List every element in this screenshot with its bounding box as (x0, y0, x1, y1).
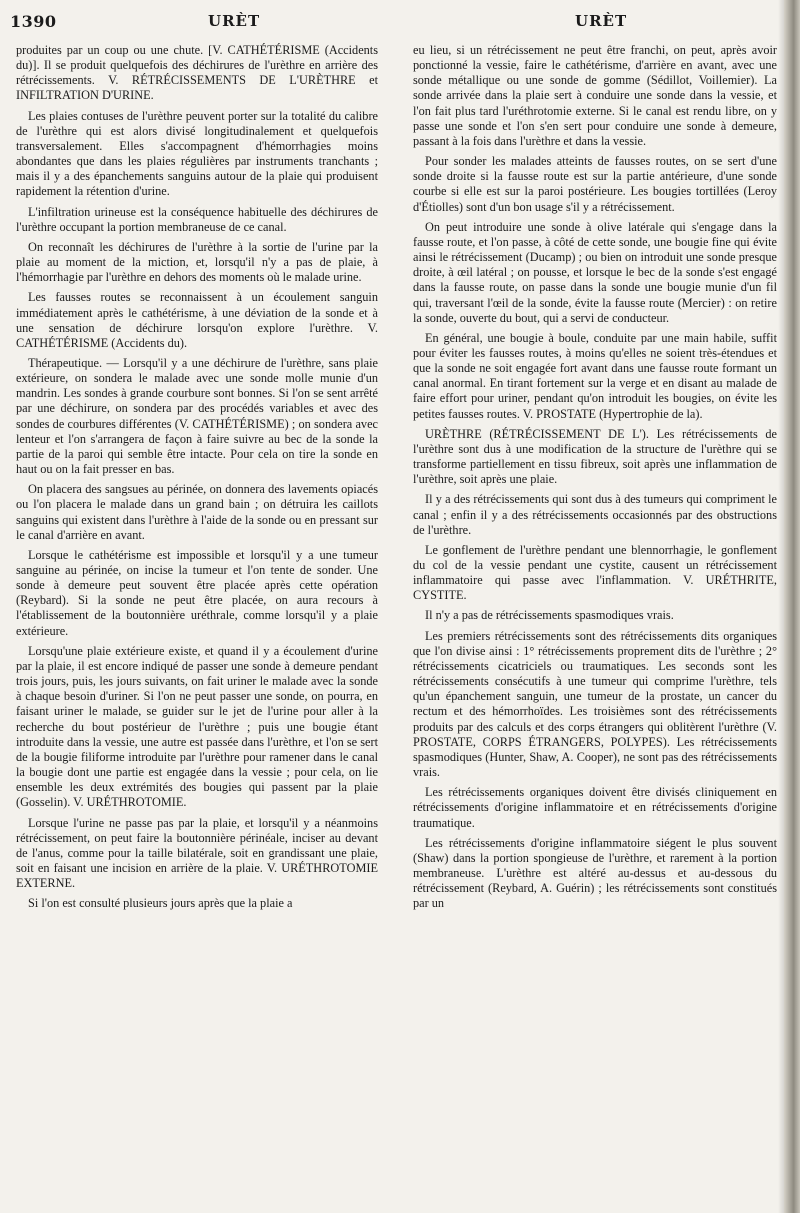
paragraph: Il n'y a pas de rétrécissements spasmodiques vrais. (425, 608, 674, 623)
paragraph: On reconnaît les déchirures de l'urèthre à la sortie de l'urine par la plaie au moment de la miction, et, lorsqu'il n'y a pas de plaie, à l'hémorrhagie par l'urèthre en dehors des moments où le malade urine. (16, 239, 378, 285)
left-column (16, 43, 378, 916)
paragraph: Lorsque le cathétérisme est impossible et lorsqu'il y a une tumeur sanguine au périnée, on incise la tumeur et l'on tente de sonder. Une sonde à demeure peut souvent être placée après cette opération (Reybard). Si la sonde ne peut être placée, on aura recours à l'établissement de la boutonnière uréthrale, comme lorsqu'il y a plaie extérieure. (16, 547, 378, 638)
paragraph: Les rétrécissements organiques doivent être divisés cliniquement en rétrécissements d'origine inflammatoire et en rétrécissements d'origine traumatique. (413, 785, 777, 830)
running-head-left: URÈT (208, 12, 261, 30)
paragraph: Les plaies contuses de l'urèthre peuvent porter sur la totalité du calibre de l'urèthre qui est alors divisé longitudinalement et quelquefois transversalement. Elles s'accompagnent d'hémorrhagies moins abondantes que dans les plaies régulières par instruments tranchants ; mais il y a des épanchements sanguins autour de la plaie qui produisent rapidement la rétention d'urine. (16, 108, 378, 199)
paragraph: produites par un coup ou une chute. [V. CATHÉTÉRISME (Accidents du)]. Il se produit quelquefois des déchirures de l'urèthre en arrière des rétrécissements. V. RÉTRÉCISSEMENTS DE L'URÈTHRE et INFILTRATION D'URINE. (16, 43, 378, 103)
paragraph: Le gonflement de l'urèthre pendant une blennorrhagie, le gonflement du col de la vessie pendant une cystite, causent un rétrécissement inflammatoire qui passe avec l'inflammation. V. URÉTHRITE, CYSTITE. (413, 542, 777, 603)
page-header (0, 0, 800, 40)
paragraph: Lorsqu'une plaie extérieure existe, et quand il y a écoulement d'urine par la plaie, il est encore indiqué de passer une sonde à demeure pendant trois jours, puis, les jours suivants, on fait uriner le malade avec la sonde à chaque besoin d'uriner. Si l'on ne peut passer une sonde, on pourra, en faisant uriner le malade, se guider sur le jet de l'urine pour aller à la recherche du bout postérieur de l'urèthre ; puis une bougie étant introduite dans la vessie, une autre est passée dans l'urèthre, et l'on se sert de la bougie filiforme introduite par l'urèthre pour ramener dans le canal la bougie dont une partie est engagée dans la vessie ; pour cela, on lie ensemble les deux extrémités des bougies qui passent par la plaie (Gosselin). V. URÉTHROTOMIE. (16, 643, 378, 810)
paragraph: Thérapeutique. — Lorsqu'il y a une déchirure de l'urèthre, sans plaie extérieure, on sondera le malade avec une sonde molle munie d'un mandrin. Les sondes à grande courbure sont bonnes. Si l'on se sent arrêté par une déchirure, on sondera par des procédés variables et avec des sondes de courbures différentes (V. CATHÉTÉRISME) ; on sondera avec lenteur et l'on s'arrangera de façon à faire suivre au bec de la sonde la partie de la paroi qui semble être intacte. Pour cela on tire la sonde en haut ou on la fait presser en bas. (16, 355, 378, 477)
running-head-right: URÈT (575, 12, 628, 30)
paragraph: eu lieu, si un rétrécissement ne peut être franchi, on peut, après avoir ponctionné la vessie, faire le cathétérisme, d'arrière en avant, avec une sonde métallique ou une sonde de gomme (Sédillot, Voillemier). La sonde arrivée dans la plaie sert à conduire une sonde dans la vessie, et l'on fait plus tard l'uréthrotomie externe. Si le canal est rendu libre, on y passe une sonde et l'on s'en sert pour conduire une sonde à demeure, passant à la fois dans l'urèthre et dans la vessie. (413, 43, 777, 148)
paragraph: Si l'on est consulté plusieurs jours après que la plaie a (28, 896, 293, 911)
paragraph: En général, une bougie à boule, conduite par une main habile, suffit pour éviter les fausses routes, à moins qu'elles ne soient très-étendues et que la sonde ne soit engagée fort avant dans une fausse route formant un canal anormal. En tirant fortement sur la verge et en disant au malade de faire effort pour uriner, pendant qu'on introduit les bougies, on évite les petites fausses routes. V. PROSTATE (Hypertrophie de la). (413, 330, 777, 421)
paragraph: Les premiers rétrécissements sont des rétrécissements dits organiques que l'on divise ainsi : 1° rétrécissements proprement dits de l'urèthre ; 2° rétrécissements cicatriciels ou traumatiques. Les seconds sont les rétrécissements consécutifs à une tumeur qui comprime l'urèthre, tels qu'un épanchement sanguin, une tumeur de la prostate, un cancer du rectum et des hémorrhoïdes. Les troisièmes sont des rétrécissements produits par des calculs et des corps étrangers qui oblitèrent l'urèthre (V. PROSTATE, CORPS ÉTRANGERS, POLYPES). Les rétrécissements spasmodiques (Hunter, Shaw, A. Cooper), ne sont pas des rétrécissements vrais. (413, 628, 777, 780)
paragraph: Les rétrécissements d'origine inflammatoire siégent le plus souvent (Shaw) dans la portion spongieuse de l'urèthre, et rarement à la portion membraneuse. L'urèthre est altéré au-dessus et au-dessous du rétrécissement (Reybard, A. Guérin) ; les rétrécissements sont constitués par un (413, 835, 777, 911)
paragraph: On placera des sangsues au périnée, on donnera des lavements opiacés ou l'on placera le malade dans un grand bain ; on détruira les caillots sanguins qui existent dans l'urèthre à l'aide de la sonde ou en pressant sur le canal d'arrière en avant. (16, 482, 378, 542)
paragraph: Les fausses routes se reconnaissent à un écoulement sanguin immédiatement après le cathétérisme, à une déviation de la sonde et à une sensation de déchirure lorsqu'on explore l'urèthre. V. CATHÉTÉRISME (Accidents du). (16, 290, 378, 350)
paragraph: Lorsque l'urine ne passe pas par la plaie, et lorsqu'il y a néanmoins rétrécissement, on peut faire la boutonnière périnéale, inciser au devant de l'anus, comme pour la taille bilatérale, soit en grandissant une plaie, soit en faisant une incision en arrière de la plaie. V. URÉTHROTOMIE EXTERNE. (16, 815, 378, 891)
paragraph: Pour sonder les malades atteints de fausses routes, on se sert d'une sonde droite si la fausse route est sur la partie antérieure, d'une sonde courbe si elle est sur la paroi postérieure. Les bougies tortillées (Leroy d'Étiolles) sont d'un bon usage s'il y a rétrécissement. (413, 154, 777, 214)
paragraph: On peut introduire une sonde à olive latérale qui s'engage dans la fausse route, et l'on passe, à côté de cette sonde, une bougie fine qui évite ainsi le rétrécissement (Ducamp) ; ou bien on introduit une sonde presque droite, à œil latéral ; on pousse, et lorsque le bec de la sonde s'est engagé dans la fausse route, on passe dans la sonde une bougie munie d'un fil qui, traversant l'œil de la sonde, évite la fausse route (Mercier) : on retire la sonde, ouverte du bout, qui a servi de conducteur. (413, 219, 777, 325)
page-number: 1390 (10, 12, 57, 31)
paragraph: Il y a des rétrécissements qui sont dus à des tumeurs qui compriment le canal ; enfin il y a des rétrécissements occasionnés par des obstructions de l'urèthre. (413, 492, 777, 537)
entry-paragraph: URÈTHRE (RÉTRÉCISSEMENT DE L'). Les rétrécissements de l'urèthre sont dus à une modification de la structure de l'urèthre qui se transforme partiellement en tissu fibreux, soit après une inflammation de l'urèthre, soit après une plaie. (413, 426, 777, 487)
right-column (413, 43, 777, 916)
page-edge-strip (784, 0, 800, 1213)
paragraph: L'infiltration urineuse est la conséquence habituelle des déchirures de l'urèthre occupant la portion membraneuse de ce canal. (16, 204, 378, 234)
